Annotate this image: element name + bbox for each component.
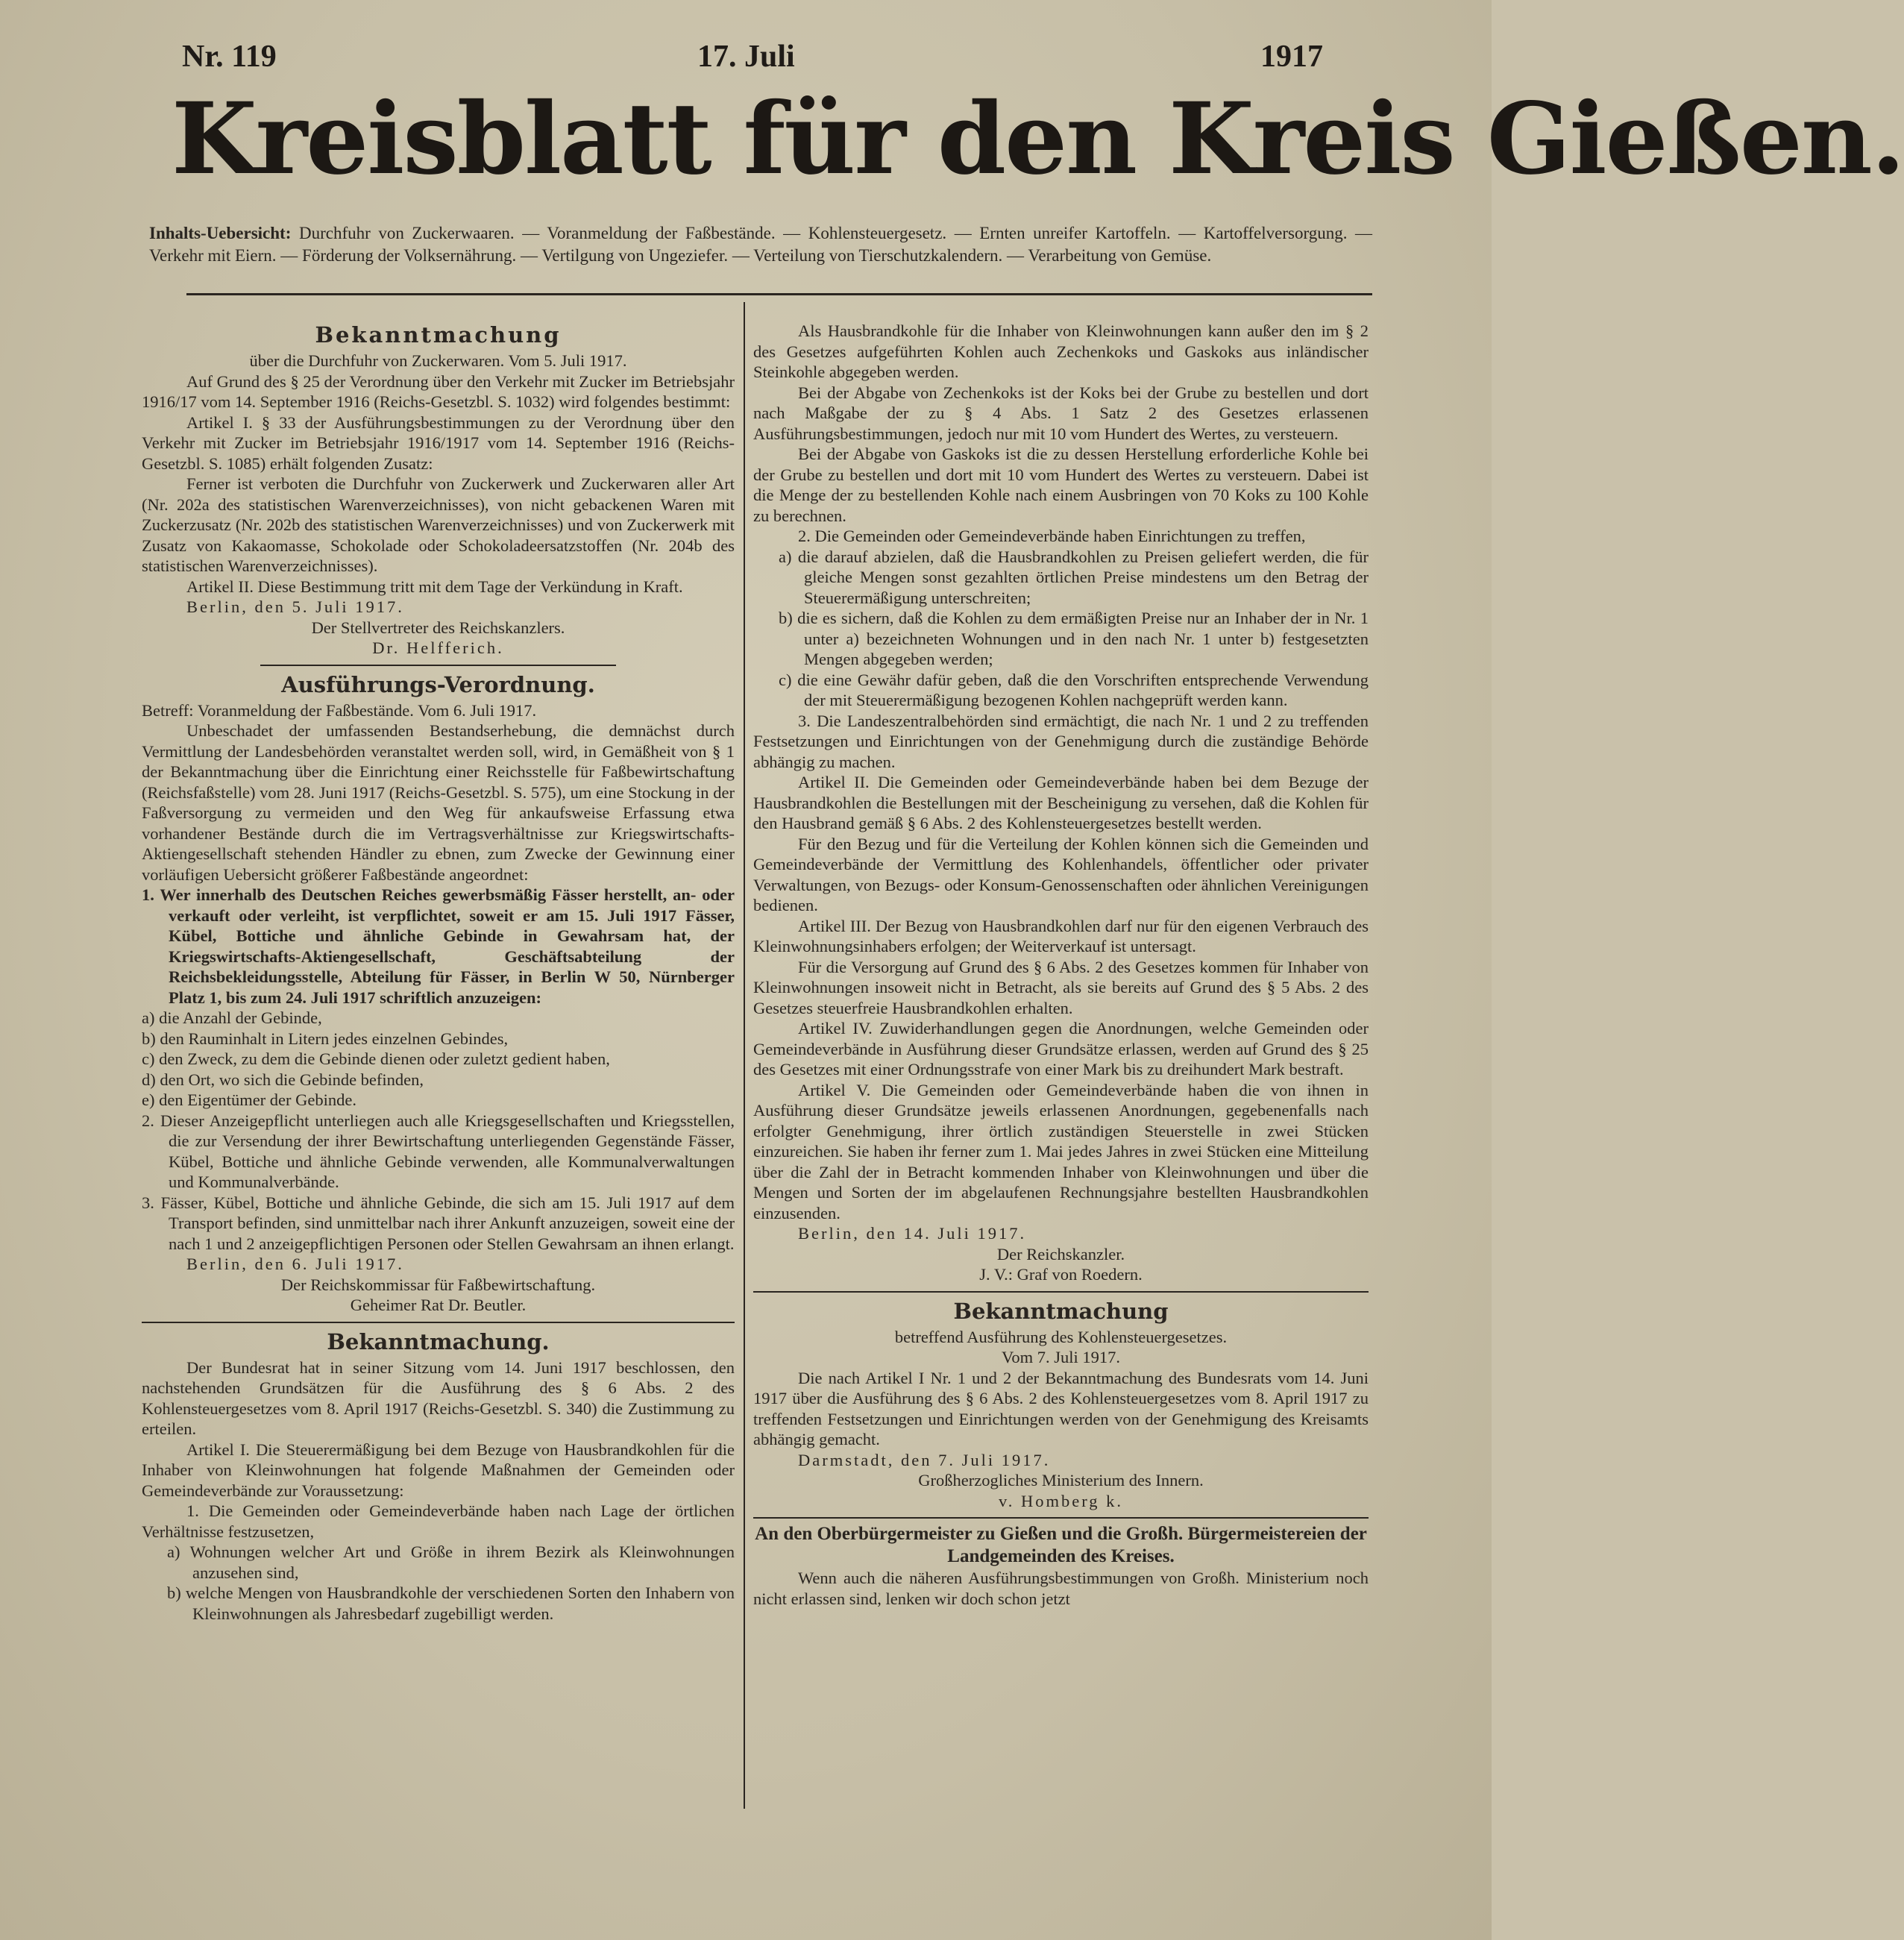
signature-name: Geheimer Rat Dr. Beutler. xyxy=(350,1296,527,1314)
paragraph: Die nach Artikel I Nr. 1 und 2 der Bekanntmachung des Bundesrats vom 14. Juni 1917 über die Ausführung des § 6 Abs. 2 des Kohlensteuergesetzes vom 8. April 1917 zu treffenden Festsetzungen und Einrichtungen werden von der Genehmigung des Kreisamts abhängig gemacht. xyxy=(753,1368,1369,1448)
right-column xyxy=(753,321,1369,1609)
issue-year: 1917 xyxy=(1260,40,1323,74)
paragraph: Artikel II. Diese Bestimmung tritt mit dem Tage der Verkündung in Kraft. xyxy=(186,577,683,596)
section-rule xyxy=(260,665,616,666)
toc-label: Inhalts-Uebersicht: xyxy=(149,224,292,242)
issue-number: Nr. 119 xyxy=(182,40,277,74)
paragraph: Artikel I. Die Steuerermäßigung bei dem Bezuge von Hausbrandkohlen für die Inhaber von Kleinwohnungen hat folgende Maßnahmen der Gemeinden oder Gemeindeverbände zur Voraussetzung: xyxy=(142,1440,735,1500)
paragraph: Unbeschadet der umfassenden Bestandserhebung, die demnächst durch Vermittlung der Landesbehörden veranstaltet werden soll, wird, in Gemäßheit von § 1 der Bekanntmachung über die Einrichtung einer Reichsstelle für Faßbewirtschaftung (Reichsfaßstelle) vom 28. Juni 1917 (Reichs-Gesetzbl. S. 575), um eine Stockung in der Faßversorgung zu vermeiden und den Weg für ankaufsweise Erfassung etwa vorhandener Bestände durch die im Vertragsverhältnisse zur Kriegswirtschafts-Aktiengesellschaft stehenden Händler zu ebnen, zum Zwecke der Gewinnung einer vorläufigen Uebersicht größerer Faßbestände angeordnet: xyxy=(142,721,735,884)
paragraph: Artikel V. Die Gemeinden oder Gemeindeverbände haben die von ihnen in Ausführung dieser Grundsätze jeweils erlassenen Anordnungen, gegebenenfalls nach erfolgter Genehmigung, ihrer örtlich zuständigen Steuerstelle in zwei Stücken einzureichen. Sie haben ihr ferner zum 1. Mai jedes Jahres in zwei Stücken eine Mitteilung über die Zahl der in Betracht kommenden Inhaber von Kleinwohnungen und über die Mengen und Sorten der im abgelaufenen Rechnungsjahre bestellten Hausbrandkohlen einzusenden. xyxy=(753,1080,1369,1222)
signature-name: J. V.: Graf von Roedern. xyxy=(979,1265,1143,1284)
section-heading: Bekanntmachung. xyxy=(327,1328,550,1354)
section-subtitle: über die Durchfuhr von Zuckerwaren. Vom 5. Juli 1917. xyxy=(249,351,627,370)
section-rule xyxy=(753,1517,1369,1519)
signature-title: Der Reichskommissar für Faßbewirtschaftung. xyxy=(280,1275,596,1294)
left-column xyxy=(142,319,735,1624)
list-item: b) welche Mengen von Hausbrandkohle der verschiedenen Sorten den Inhabern von Kleinwohnungen als Jahresbedarf zugebilligt werden. xyxy=(167,1583,735,1623)
list-item: b) den Rauminhalt in Litern jedes einzelnen Gebindes, xyxy=(142,1029,509,1048)
list-item: a) die darauf abzielen, daß die Hausbrandkohlen zu Preisen geliefert werden, die für gleiche Mengen sonst gezahlten örtlichen Preise mindestens um den Betrag der Steuerermäßigung unterschreiten; xyxy=(779,547,1369,607)
list-item: 1. Wer innerhalb des Deutschen Reiches gewerbsmäßig Fässer herstellt, an- oder verkauft oder verleiht, ist verpflichtet, soweit er am 15. Juli 1917 Fässer, Kübel, Bottiche und ähnliche Gebinde in Gewahrsam hat, der Kriegswirtschafts-Aktiengesellschaft, Geschäftsabteilung der Reichsbekleidungsstelle, Abteilung für Fässer, in Berlin W 50, Nürnberger Platz 1, bis zum 24. Juli 1917 schriftlich anzuzeigen: xyxy=(142,885,735,1007)
paragraph: Auf Grund des § 25 der Verordnung über den Verkehr mit Zucker im Betriebsjahr 1916/17 vom 14. September 1916 (Reichs-Gesetzbl. S. 1032) wird folgendes bestimmt: xyxy=(142,371,735,411)
list-item: 3. Fässer, Kübel, Bottiche und ähnliche Gebinde, die sich am 15. Juli 1917 auf dem Transport befinden, sind unmittelbar nach ihrer Ankunft anzuzeigen, soweit eine der nach 1 und 2 anzeigepflichtigen Personen oder Stellen Gewahrsam an ihnen erlangt. xyxy=(142,1193,735,1253)
paragraph: Wenn auch die näheren Ausführungsbestimmungen von Großh. Ministerium noch nicht erlassen sind, lenken wir doch schon jetzt xyxy=(753,1569,1369,1608)
list-item: c) den Zweck, zu dem die Gebinde dienen oder zuletzt gedient haben, xyxy=(142,1049,610,1068)
list-item: a) die Anzahl der Gebinde, xyxy=(142,1008,322,1027)
section-heading: Bekanntmachung xyxy=(953,1298,1169,1324)
signature-name: Dr. Helfferich. xyxy=(372,638,504,657)
paragraph: Bei der Abgabe von Gaskoks ist die zu dessen Herstellung erforderliche Kohle bei der Grube zu bestellen und dort mit 10 vom Hundert des Wertes zu versteuern. Dabei ist die Menge der zu bestellenden Kohle nach einem Ausbringen von 70 Koks zu 100 Kohle zu berechnen. xyxy=(753,445,1369,525)
section-rule xyxy=(753,1291,1369,1293)
paragraph: Der Bundesrat hat in seiner Sitzung vom 14. Juni 1917 beschlossen, den nachstehenden Grundsätzen für die Ausführung des § 6 Abs. 2 des Kohlensteuergesetzes vom 8. April 1917 (Reichs-Gesetzbl. S. 340) die Zustimmung zu erteilen. xyxy=(142,1357,735,1438)
paragraph: Artikel I. § 33 der Ausführungsbestimmungen zu der Verordnung über den Verkehr mit Zucker im Betriebsjahr 1916/1917 vom 14. September 1916 (Reichs-Gesetzbl. S. 1085) erhält folgenden Zusatz: xyxy=(142,412,735,473)
paragraph: Artikel II. Die Gemeinden oder Gemeindeverbände haben bei dem Bezuge der Hausbrandkohlen die Bestellungen mit der Bescheinigung zu versehen, daß die Kohlen für den Hausbrand gemäß § 6 Abs. 2 des Kohlensteuergesetzes bestellt werden. xyxy=(753,773,1369,832)
list-item: e) den Eigentümer der Gebinde. xyxy=(142,1090,357,1109)
signature-title: Der Reichskanzler. xyxy=(996,1244,1125,1263)
signature-title: Großherzogliches Ministerium des Innern. xyxy=(918,1471,1204,1489)
paragraph: Bei der Abgabe von Zechenkoks ist der Koks bei der Grube zu bestellen und dort nach Maßgabe der zu § 4 Abs. 1 Satz 2 des Gesetzes erlassenen Ausführungsbestimmungen, jedoch nur mit 10 vom Hundert des Wertes, zu versteuern. xyxy=(753,383,1369,443)
paragraph: Ferner ist verboten die Durchfuhr von Zuckerwerk und Zuckerwaren aller Art (Nr. 202a des statistischen Warenverzeichnisses), von nicht gebackenen Waren mit Zuckerzusatz (Nr. 202b des statistischen Warenverzeichnisses) und von Zuckerwerk mit Zusatz von Kakaomasse, Schokolade oder Schokoladeersatzstoffen (Nr. 204b des statistischen Warenverzeichnisses). xyxy=(142,474,735,575)
place-date: Darmstadt, den 7. Juli 1917. xyxy=(798,1450,1051,1469)
list-item: b) die es sichern, daß die Kohlen zu dem ermäßigten Preise nur an Inhaber der in Nr. 1 unter a) bezeichneten Wohnungen und in den nach Nr. 1 unter b) festgesetzten Mengen abgegeben werden; xyxy=(779,609,1369,668)
list-item: d) den Ort, wo sich die Gebinde befinden, xyxy=(142,1070,424,1089)
section-subtitle: betreffend Ausführung des Kohlensteuergesetzes. xyxy=(894,1327,1228,1346)
section-subtitle: Betreff: Voranmeldung der Faßbestände. Vom 6. Juli 1917. xyxy=(142,700,537,720)
list-item: a) Wohnungen welcher Art und Größe in ihrem Bezirk als Kleinwohnungen anzusehen sind, xyxy=(167,1542,735,1582)
signature-title: Der Stellvertreter des Reichskanzlers. xyxy=(311,618,565,637)
paragraph: 2. Die Gemeinden oder Gemeindeverbände haben Einrichtungen zu treffen, xyxy=(798,527,1306,545)
table-of-contents xyxy=(149,222,1372,267)
list-item: 2. Dieser Anzeigepflicht unterliegen auch alle Kriegsgesellschaften und Kriegsstellen, die zur Versendung der ihrer Bewirtschaftung unterliegenden Gegenstände Fässer, Kübel, Bottiche und ähnliche Gebinde verwenden, alle Kommunalverwaltungen und Kommunalverbände. xyxy=(142,1111,735,1191)
paragraph: Als Hausbrandkohle für die Inhaber von Kleinwohnungen kann außer den im § 2 des Gesetzes aufgeführten Kohlen auch Zechenkoks und Gaskoks aus inländischer Steinkohle abgegeben werden. xyxy=(753,321,1369,381)
paragraph: Für den Bezug und für die Verteilung der Kohlen können sich die Gemeinden und Gemeindeverbände der Vermittlung des Kohlenhandels, öffentlicher oder privater Verwaltungen, von Bezugs- oder Konsum-Genossenschaften oder ähnlichen Vereinigungen bedienen. xyxy=(753,834,1369,914)
paragraph: Artikel IV. Zuwiderhandlungen gegen die Anordnungen, welche Gemeinden oder Gemeindeverbände in Ausführung dieser Grundsätze erlassen, werden auf Grund des § 25 des Gesetzes mit einer Ordnungsstrafe von einer Mark bis zu dreihundert Mark bestraft. xyxy=(753,1019,1369,1079)
paragraph: Artikel III. Der Bezug von Hausbrandkohlen darf nur für den eigenen Verbrauch des Kleinwohnungsinhabers erfolgen; der Weiterverkauf ist untersagt. xyxy=(753,916,1369,955)
masthead-title: Kreisblatt für den Kreis Gießen. xyxy=(172,81,1904,197)
section-date: Vom 7. Juli 1917. xyxy=(1002,1348,1120,1366)
place-date: Berlin, den 5. Juli 1917. xyxy=(186,597,404,616)
signature-name: v. Homberg k. xyxy=(998,1491,1124,1510)
section-heading: Bekanntmachung xyxy=(315,322,562,348)
column-divider xyxy=(744,302,745,1809)
list-item: c) die eine Gewähr dafür geben, daß die den Vorschriften entsprechende Verwendung der mit Steuerermäßigung bezogenen Kohlen nachgeprüft werden kann. xyxy=(779,670,1369,709)
issue-date: 17. Juli xyxy=(697,40,795,74)
header-rule xyxy=(186,293,1372,295)
section-rule xyxy=(142,1322,735,1323)
paragraph: 3. Die Landeszentralbehörden sind ermächtigt, die nach Nr. 1 und 2 zu treffenden Festsetzungen und Einrichtungen von der Genehmigung durch die zuständige Behörde abhängig zu machen. xyxy=(753,711,1369,771)
paragraph: 1. Die Gemeinden oder Gemeindeverbände haben nach Lage der örtlichen Verhältnisse festzusetzen, xyxy=(142,1501,735,1541)
paragraph: Für die Versorgung auf Grund des § 6 Abs. 2 des Gesetzes kommen für Inhaber von Kleinwohnungen insoweit nicht in Betracht, als sie bereits auf Grund des § 5 Abs. 2 des Gesetzes steuerfreie Hausbrandkohlen erhalten. xyxy=(753,957,1369,1017)
place-date: Berlin, den 14. Juli 1917. xyxy=(798,1224,1027,1243)
section-heading: Ausführungs-Verordnung. xyxy=(281,671,595,697)
section-heading: An den Oberbürgermeister zu Gießen und die Großh. Bürgermeistereien der Landgemeinden des Kreises. xyxy=(755,1524,1367,1566)
place-date: Berlin, den 6. Juli 1917. xyxy=(186,1255,404,1273)
toc-text: Durchfuhr von Zuckerwaaren. — Voranmeldung der Faßbestände. — Kohlensteuergesetz. — Ernten unreifer Kartoffeln. — Kartoffelversorgung. — Verkehr mit Eiern. — Förderung der Volksernährung. — Vertilgung von Ungeziefer. — Verteilung von Tierschutzkalendern. — Verarbeitung von Gemüse. xyxy=(149,224,1373,265)
